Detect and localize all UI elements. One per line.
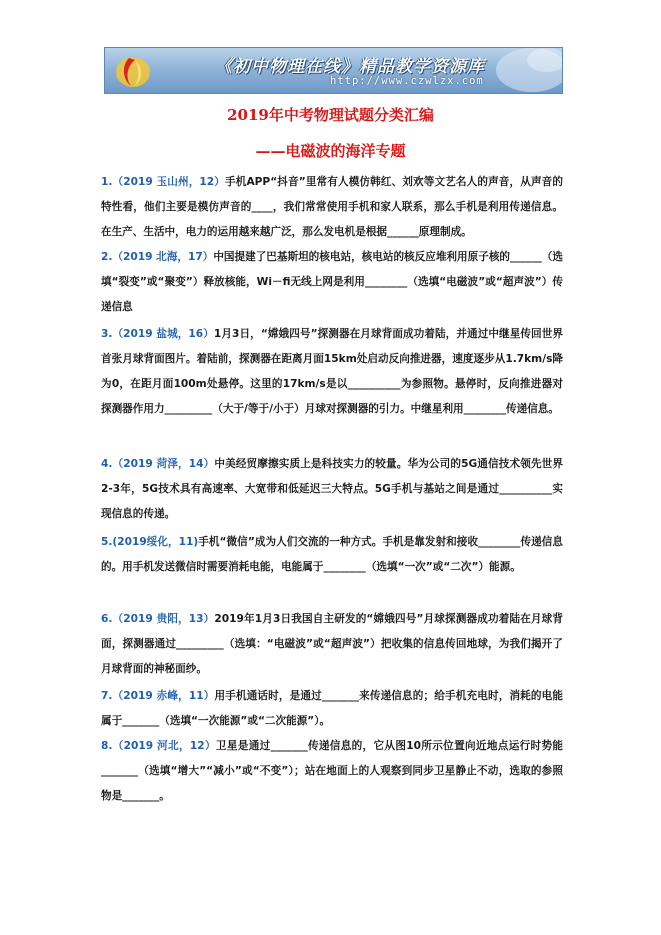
question-number: 4. bbox=[101, 458, 113, 470]
question-8 bbox=[101, 734, 563, 809]
question-number: 5. bbox=[101, 536, 113, 548]
question-text: 1月3日，“嫦娥四号”探测器在月球背面成功着陆，并通过中继星传回世界首张月球背面图片。着陆前，探测器在距离月面15km处启动反向推进器，速度逐步从1.7km/s降为0，在距月面100m处悬停。这里的17km/s是以__________为参照物。悬停时，反向推进器对探测器作用力_________（大于/等于/小于）月球对探测器的引力。中继星利用________传递信息。 bbox=[101, 328, 563, 415]
question-text: 中国提建了巴基斯坦的核电站，核电站的核反应堆利用原子核的______（选填“裂变”或“聚变”）释放核能，Wi－fi无线上网是利用________（选填“电磁波”或“超声波”）传递信息 bbox=[101, 251, 563, 313]
question-text: 2019年1月3日我国自主研发的“嫦娥四号”月球探测器成功着陆在月球背面，探测器通过_________（选填：“电磁波”或“超声波”）把收集的信息传回地球，为我们揭开了月球背面的神秘面纱。 bbox=[101, 613, 563, 675]
site-banner bbox=[104, 47, 563, 94]
question-text: 中美经贸摩擦实质上是科技实力的较量。华为公司的5G通信技术领先世界2-3年，5G技术具有高速率、大宽带和低延迟三大特点。5G手机与基站之间是通过__________实现信息的传递。 bbox=[101, 458, 563, 520]
question-5 bbox=[101, 530, 563, 580]
banner-title: 《初中物理在线》精品教学资源库 bbox=[215, 57, 485, 77]
question-source: （2019 贵阳，13） bbox=[112, 613, 215, 625]
question-text: 手机“微信”成为人们交流的一种方式。手机是靠发射和接收________传递信息的。用手机发送微信时需要消耗电能，电能属于________（选填“一次”或“二次”）能源。 bbox=[101, 536, 563, 573]
question-source: （2019 菏泽，14） bbox=[112, 458, 215, 470]
question-number: 1. bbox=[101, 176, 113, 188]
site-logo-icon bbox=[113, 52, 153, 90]
question-7 bbox=[101, 684, 563, 734]
question-number: 2. bbox=[101, 251, 113, 263]
question-2 bbox=[101, 245, 563, 320]
question-source: (2019绥化，11) bbox=[112, 536, 199, 548]
question-source: （2019 河北，12） bbox=[112, 740, 216, 752]
question-source: （2019 北海，17） bbox=[112, 251, 214, 263]
question-text: 用手机通话时，是通过_______来传递信息的；给手机充电时，消耗的电能属于_______（选填“一次能源”或“二次能源”）。 bbox=[101, 690, 564, 727]
document-title: 2019年中考物理试题分类汇编 bbox=[227, 106, 434, 124]
question-1 bbox=[101, 170, 563, 245]
document-subtitle: ——电磁波的海洋专题 bbox=[255, 142, 406, 160]
question-source: （2019 玉山州，12） bbox=[112, 176, 226, 188]
question-3 bbox=[101, 322, 563, 422]
question-4 bbox=[101, 452, 563, 527]
question-source: （2019 盐城，16） bbox=[112, 328, 214, 340]
question-source: （2019 赤峰，11） bbox=[112, 690, 215, 702]
question-number: 3. bbox=[101, 328, 113, 340]
question-text: 手机APP“抖音”里常有人模仿韩红、刘欢等文艺名人的声音，从声音的特性看，他们主要是模仿声音的____，我们常常使用手机和家人联系，那么手机是利用传递信息。在生产、生活中，电力的运用越来越广泛，那么发电机是根据______原理制成。 bbox=[101, 176, 563, 238]
question-number: 8. bbox=[101, 740, 113, 752]
question-6 bbox=[101, 607, 563, 682]
question-text: 卫星是通过_______传递信息的，它从图10所示位置向近地点运行时势能_______（选填“增大”“减小”或“不变”）；站在地面上的人观察到同步卫星静止不动，选取的参照物是_______。 bbox=[101, 740, 563, 802]
banner-decoration bbox=[472, 48, 562, 94]
banner-url: http://www.czwlzx.com bbox=[330, 75, 484, 87]
question-number: 7. bbox=[101, 690, 113, 702]
question-number: 6. bbox=[101, 613, 113, 625]
